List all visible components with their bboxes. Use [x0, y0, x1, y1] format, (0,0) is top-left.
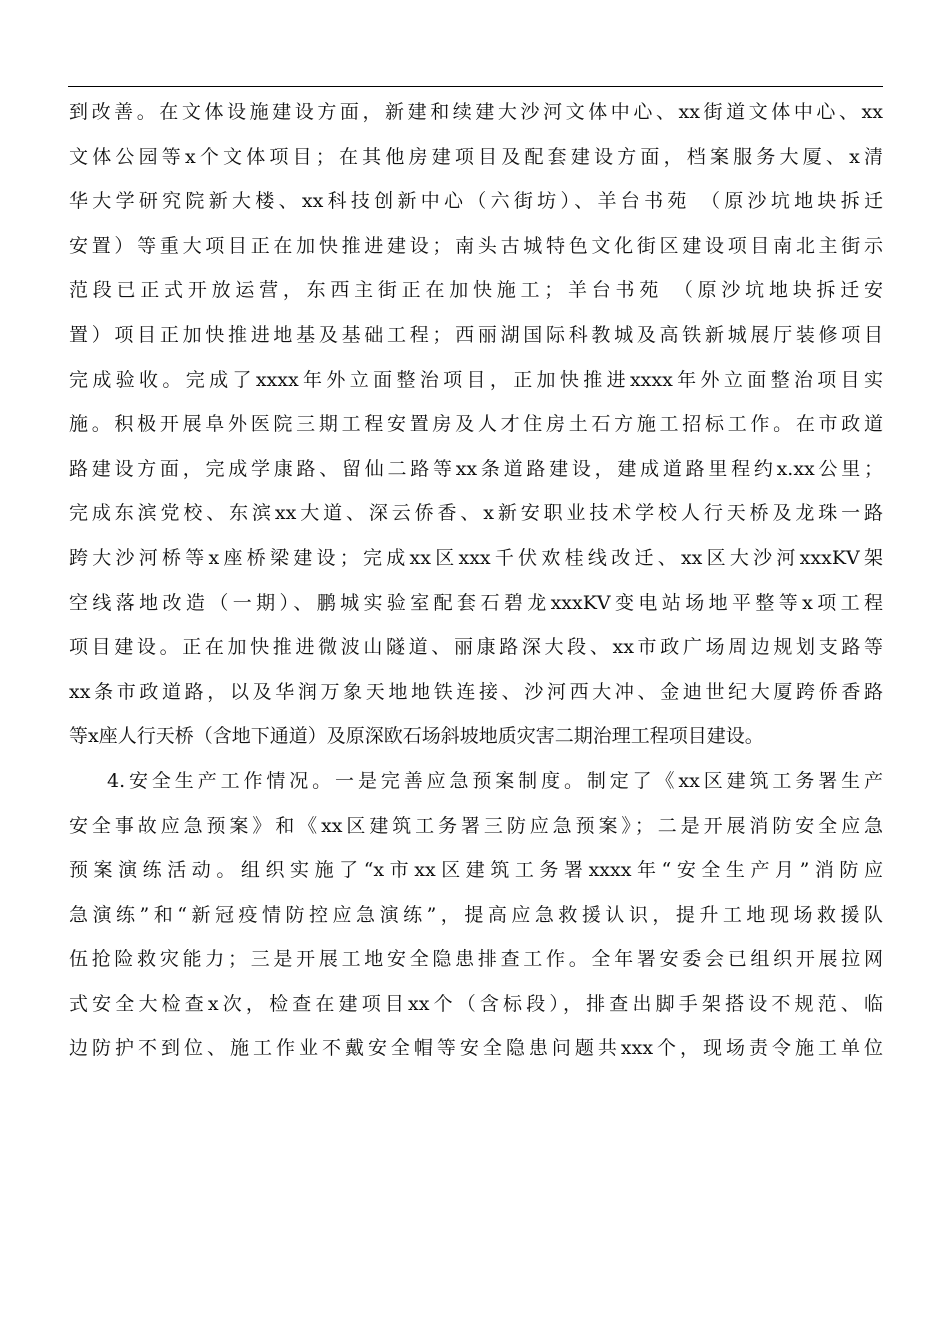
document-body — [69, 90, 883, 1071]
header-rule — [68, 86, 883, 87]
text-line: 安全事故应急预案》和《xx区建筑工务署三防应急预案》；二是开展消防安全应急 — [69, 814, 883, 837]
text-line: 伍抢险救灾能力；三是开展工地安全隐患排查工作。全年署安委会已组织开展拉网 — [69, 948, 883, 971]
text-line: 完成验收。完成了xxxx年外立面整治项目，正加快推进xxxx年外立面整治项目实 — [69, 368, 883, 391]
text-line: 安置）等重大项目正在加快推进建设；南头古城特色文化街区建设项目南北主街示 — [69, 234, 883, 257]
text-line: 华大学研究院新大楼、xx科技创新中心（六街坊）、羊台书苑 （原沙坑地块拆迁 — [69, 190, 883, 213]
text-line: 范段已正式开放运营，东西主街正在加快施工；羊台书苑 （原沙坑地块拆迁安 — [69, 279, 883, 302]
text-line: 等x座人行天桥（含地下通道）及原深欧石场斜坡地质灾害二期治理工程项目建设。 — [69, 725, 764, 748]
text-line: 跨大沙河桥等x座桥梁建设；完成xx区xxx千伏欢桂线改迁、xx区大沙河xxxKV架 — [69, 546, 883, 569]
text-line: 边防护不到位、施工作业不戴安全帽等安全隐患问题共xxx个，现场责令施工单位 — [69, 1037, 883, 1060]
text-line: 置）项目正加快推进地基及基础工程；西丽湖国际科教城及高铁新城展厅装修项目 — [69, 323, 883, 346]
text-line: 急演练”和“新冠疫情防控应急演练”，提高应急救援认识，提升工地现场救援队 — [69, 903, 883, 926]
text-line: 项目建设。正在加快推进微波山隧道、丽康路深大段、xx市政广场周边规划支路等 — [69, 636, 883, 659]
text-line: 空线落地改造（一期）、鹏城实验室配套石碧龙xxxKV变电站场地平整等x项工程 — [69, 591, 883, 614]
text-line: 到改善。在文体设施建设方面，新建和续建大沙河文体中心、xx街道文体中心、xx — [69, 101, 883, 123]
text-line: 预案演练活动。组织实施了“x市xx区建筑工务署xxxx年“安全生产月”消防应 — [69, 859, 883, 882]
text-line: 施。积极开展阜外医院三期工程安置房及人才住房土石方施工招标工作。在市政道 — [69, 413, 883, 436]
text-line: 式安全大检查x次，检查在建项目xx个（含标段），排查出脚手架搭设不规范、临 — [69, 992, 883, 1015]
section-4-heading-line: 4.安全生产工作情况。一是完善应急预案制度。制定了《xx区建筑工务署生产 — [107, 769, 883, 792]
text-line: 完成东滨党校、东滨xx大道、深云侨香、x新安职业技术学校人行天桥及龙珠一路 — [69, 502, 883, 525]
text-line: 路建设方面，完成学康路、留仙二路等xx条道路建设，建成道路里程约x.xx公里； — [69, 457, 883, 480]
text-line: xx条市政道路，以及华润万象天地地铁连接、沙河西大冲、金迪世纪大厦跨侨香路 — [69, 680, 883, 703]
text-line: 文体公园等x个文体项目；在其他房建项目及配套建设方面，档案服务大厦、x清 — [69, 145, 883, 168]
